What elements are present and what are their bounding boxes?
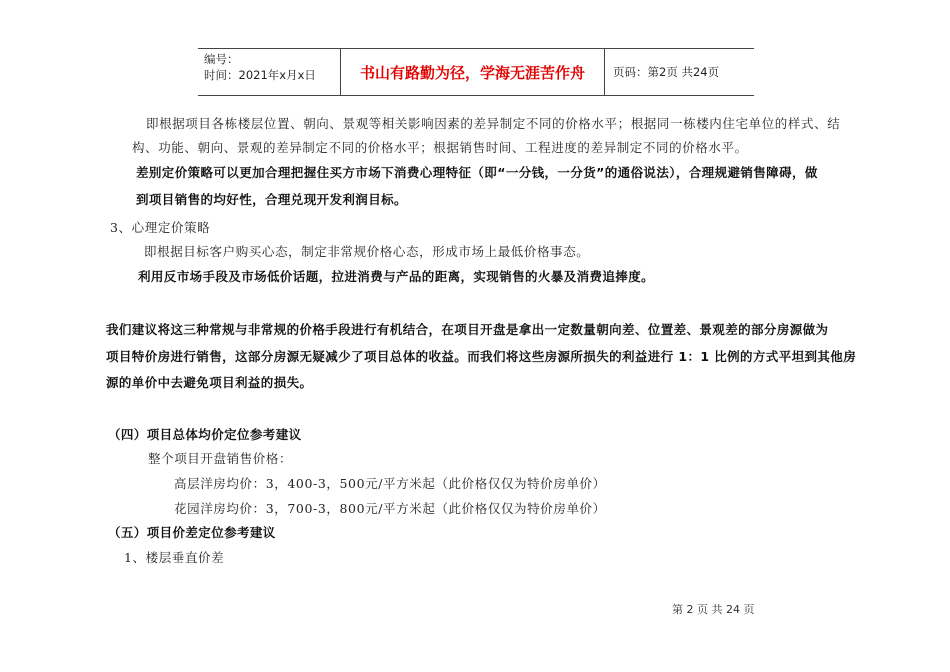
page-footer: 第 2 页 共 24 页 <box>672 603 755 616</box>
time-label: 时间：2021年x月x日 <box>204 68 316 82</box>
bold-paragraph-line: 我们建议将这三种常规与非常规的价格手段进行有机结合，在项目开盘是拿出一定数量朝向差、位置差、景观差的部分房源做为 <box>106 322 829 337</box>
bold-paragraph-line: 差别定价策略可以更加合理把握住买方市场下消费心理特征（即“一分钱，一分货”的通俗说法），合理规避销售障碍，做 <box>136 165 818 180</box>
bold-paragraph-line: 利用反市场手段及市场低价话题，拉进消费与产品的距离，实现销售的火暴及消费追捧度。 <box>138 269 655 284</box>
item-description: 即根据目标客户购买心态，制定非常规价格心态，形成市场上最低价格事态。 <box>144 244 590 259</box>
price-line-high: 高层洋房均价：3，400-3，500元/平方米起（此价格仅仅为特价房单价） <box>174 476 606 491</box>
paragraph-line: 即根据项目各栋楼层位置、朝向、景观等相关影响因素的差异制定不同的价格水平；根据同一栋楼内住宅单位的样式、结 <box>146 116 841 131</box>
section-heading: （五）项目价差定位参考建议 <box>108 525 276 540</box>
item-title: 3、心理定价策略 <box>110 220 211 235</box>
section-heading: （四）项目总体均价定位参考建议 <box>108 427 302 442</box>
header-page-info: 页码：第2页 共24页 <box>613 65 720 79</box>
price-line-garden: 花园洋房均价：3，700-3，800元/平方米起（此价格仅仅为特价房单价） <box>174 501 606 516</box>
paragraph-line: 构、功能、朝向、景观的差异制定不同的价格水平；根据销售时间、工程进度的差异制定不同的价格水平。 <box>132 140 748 155</box>
section-item: 1、楼层垂直价差 <box>124 550 225 565</box>
section-intro: 整个项目开盘销售价格： <box>148 451 293 466</box>
header-meta <box>198 49 341 95</box>
page-header <box>198 48 754 96</box>
number-label: 编号： <box>204 52 239 66</box>
bold-paragraph-line: 源的单价中去避免项目利益的损失。 <box>106 375 313 390</box>
bold-paragraph-line: 到项目销售的均好性，合理兑现开发利润目标。 <box>136 192 407 207</box>
bold-paragraph-line: 项目特价房进行销售，这部分房源无疑减少了项目总体的收益。而我们将这些房源所损失的利益进行 1：1 比例的方式平坦到其他房 <box>106 349 857 364</box>
header-motto: 书山有路勤为径，学海无涯苦作舟 <box>341 49 605 95</box>
